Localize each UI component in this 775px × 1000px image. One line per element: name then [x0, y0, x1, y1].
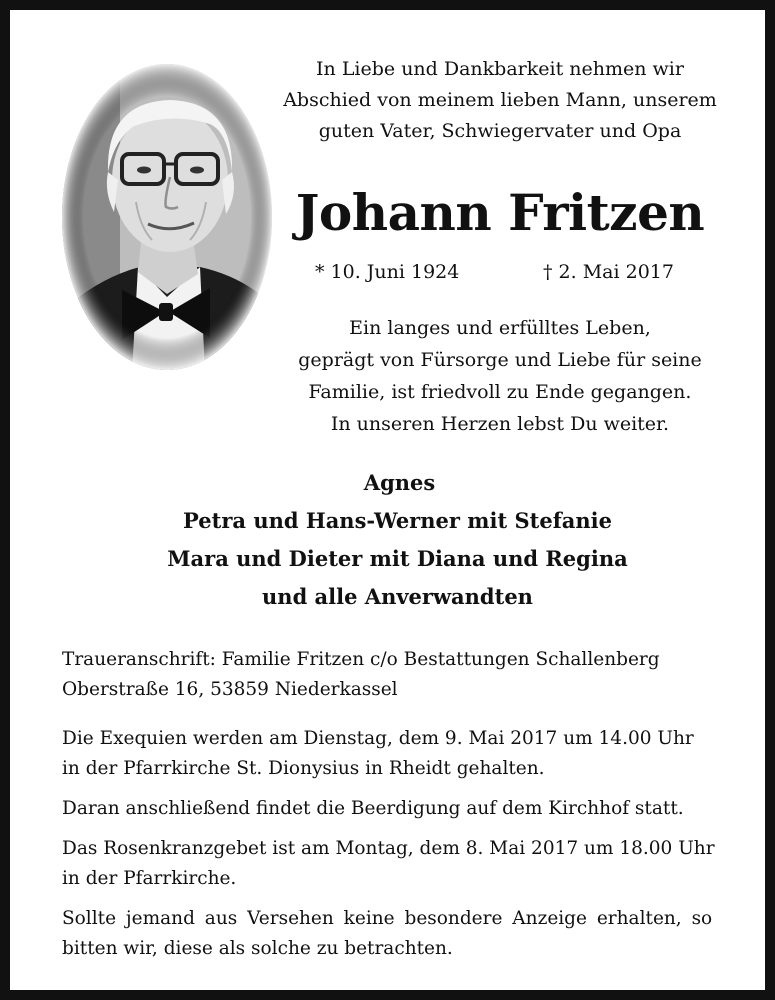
verse-line: Familie, ist friedvoll zu Ende gegangen.	[308, 381, 692, 403]
intro-line: guten Vater, Schwiegervater und Opa	[318, 120, 682, 142]
verse-line: In unseren Herzen lebst Du weiter.	[330, 413, 670, 435]
memorial-verse	[265, 312, 735, 440]
mourners-list	[50, 464, 745, 616]
service-details	[62, 724, 734, 974]
mourner-line: Mara und Dieter mit Diana und Regina	[167, 546, 628, 571]
address-line: Traueranschrift: Familie Fritzen c/o Bestattungen Schallenberg	[62, 649, 660, 670]
detail-line: Die Exequien werden am Dienstag, dem 9. Mai 2017 um 14.00 Uhr	[62, 728, 694, 749]
portrait-photo	[60, 62, 274, 372]
birth-date: * 10. Juni 1924	[315, 261, 460, 283]
detail-line: in der Pfarrkirche.	[62, 868, 237, 889]
notice-paragraph	[62, 904, 734, 964]
intro-text	[265, 54, 735, 147]
detail-line: Das Rosenkranzgebet ist am Montag, dem 8. Mai 2017 um 18.00 Uhr	[62, 838, 715, 859]
mourning-address	[62, 645, 737, 705]
detail-line: Sollte jemand aus Versehen keine besondere Anzeige erhalten, so	[62, 908, 713, 929]
detail-line: in der Pfarrkirche St. Dionysius in Rheidt gehalten.	[62, 758, 545, 779]
exequien-paragraph	[62, 724, 734, 784]
intro-line: Abschied von meinem lieben Mann, unserem	[283, 89, 717, 111]
verse-line: geprägt von Fürsorge und Liebe für seine	[298, 349, 702, 371]
mourner-line: Agnes	[363, 470, 436, 495]
mourner-line: und alle Anverwandten	[262, 584, 533, 609]
detail-line: bitten wir, diese als solche zu betrachten.	[62, 938, 453, 959]
deceased-name: Johann Fritzen	[295, 183, 705, 242]
death-date: † 2. Mai 2017	[543, 261, 674, 283]
address-line: Oberstraße 16, 53859 Niederkassel	[62, 679, 398, 700]
verse-line: Ein langes und erfülltes Leben,	[349, 317, 651, 339]
mourner-line: Petra und Hans-Werner mit Stefanie	[183, 508, 612, 533]
intro-line: In Liebe und Dankbarkeit nehmen wir	[316, 58, 684, 80]
detail-line: Daran anschließend findet die Beerdigung auf dem Kirchhof statt.	[62, 798, 684, 819]
burial-paragraph	[62, 794, 734, 824]
rosary-paragraph	[62, 834, 734, 894]
